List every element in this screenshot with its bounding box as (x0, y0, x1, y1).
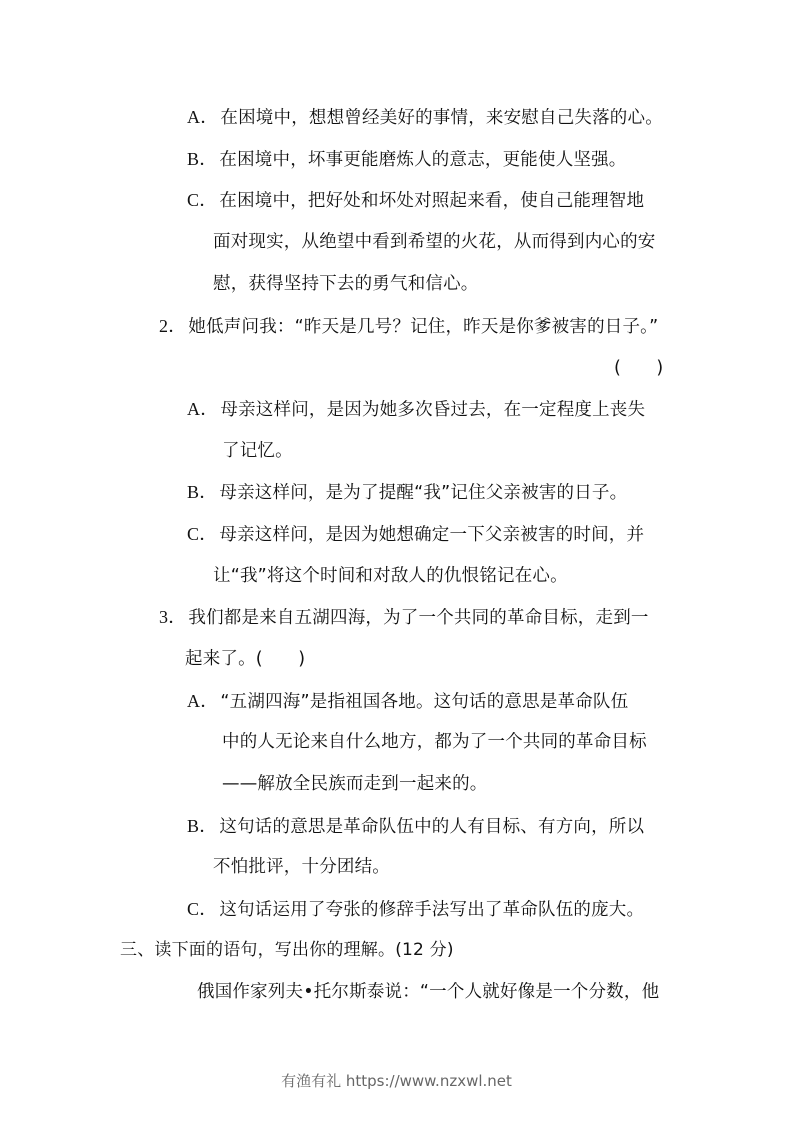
q2-stem (159, 315, 658, 338)
option-label: B． (187, 149, 218, 169)
q3-option-c (187, 898, 644, 921)
q2-option-a-line2: 了记忆。 (222, 441, 293, 461)
q1-option-c-line3: 慰，获得坚持下去的勇气和信心。 (213, 274, 479, 294)
question-number: 3． (159, 607, 187, 627)
q3-option-b (187, 815, 644, 838)
option-label: A． (187, 399, 219, 419)
option-text: 在困境中，想想曾经美好的事情，来安慰自己失落的心。 (220, 108, 663, 128)
q3-option-b-line2: 不怕批评，十分团结。 (213, 857, 390, 877)
option-text: “五湖四海”是指祖国各地。这句话的意思是革命队伍 (220, 692, 629, 712)
q1-option-b (187, 148, 627, 171)
q2-answer-blank: ( ) (614, 358, 664, 378)
q1-option-a (187, 106, 663, 129)
option-text: 这句话的意思是革命队伍中的人有目标、有方向，所以 (219, 817, 645, 837)
option-text: 母亲这样问，是因为她想确定一下父亲被害的时间，并 (219, 525, 645, 545)
section-heading: 三、读下面的语句，写出你的理解。(12 分) (120, 940, 454, 960)
option-label: A． (187, 107, 219, 127)
q2-option-a (187, 398, 645, 421)
section-intro: 俄国作家列夫•托尔斯泰说：“一个人就好像是一个分数，他 (197, 982, 660, 1002)
option-text: 这句话运用了夸张的修辞手法写出了革命队伍的庞大。 (219, 900, 645, 920)
q3-option-a-line2: 中的人无论来自什么地方，都为了一个共同的革命目标 (222, 732, 647, 752)
q3-option-a-line3: ——解放全民族而走到一起来的。 (222, 774, 488, 794)
q1-option-c (187, 189, 644, 212)
question-number: 2． (159, 316, 187, 336)
option-text: 在困境中，坏事更能磨炼人的意志，更能使人坚强。 (219, 150, 627, 170)
question-text: 她低声问我：“昨天是几号？记住，昨天是你爹被害的日子。” (188, 317, 659, 337)
question-text: 我们都是来自五湖四海，为了一个共同的革命目标，走到一 (188, 608, 649, 628)
option-label: B． (187, 816, 218, 836)
footer-watermark: 有渔有礼 https://www.nzxwl.net (281, 1072, 512, 1090)
q1-option-c-line2: 面对现实，从绝望中看到希望的火花，从而得到内心的安 (213, 232, 656, 252)
option-text: 母亲这样问，是因为她多次昏过去，在一定程度上丧失 (220, 400, 646, 420)
q3-stem-line2: 起来了。( ) (185, 649, 306, 669)
option-text: 母亲这样问，是为了提醒“我”记住父亲被害的日子。 (219, 483, 628, 503)
option-label: C． (187, 899, 218, 919)
option-label: C． (187, 524, 218, 544)
option-label: A． (187, 691, 219, 711)
q2-option-c (187, 523, 644, 546)
q3-option-a (187, 690, 628, 713)
option-text: 在困境中，把好处和坏处对照起来看，使自己能理智地 (219, 191, 645, 211)
option-label: B． (187, 482, 218, 502)
q2-option-c-line2: 让“我”将这个时间和对敌人的仇恨铭记在心。 (213, 566, 568, 586)
q3-stem (159, 606, 649, 629)
q2-option-b (187, 481, 627, 504)
option-label: C． (187, 190, 218, 210)
